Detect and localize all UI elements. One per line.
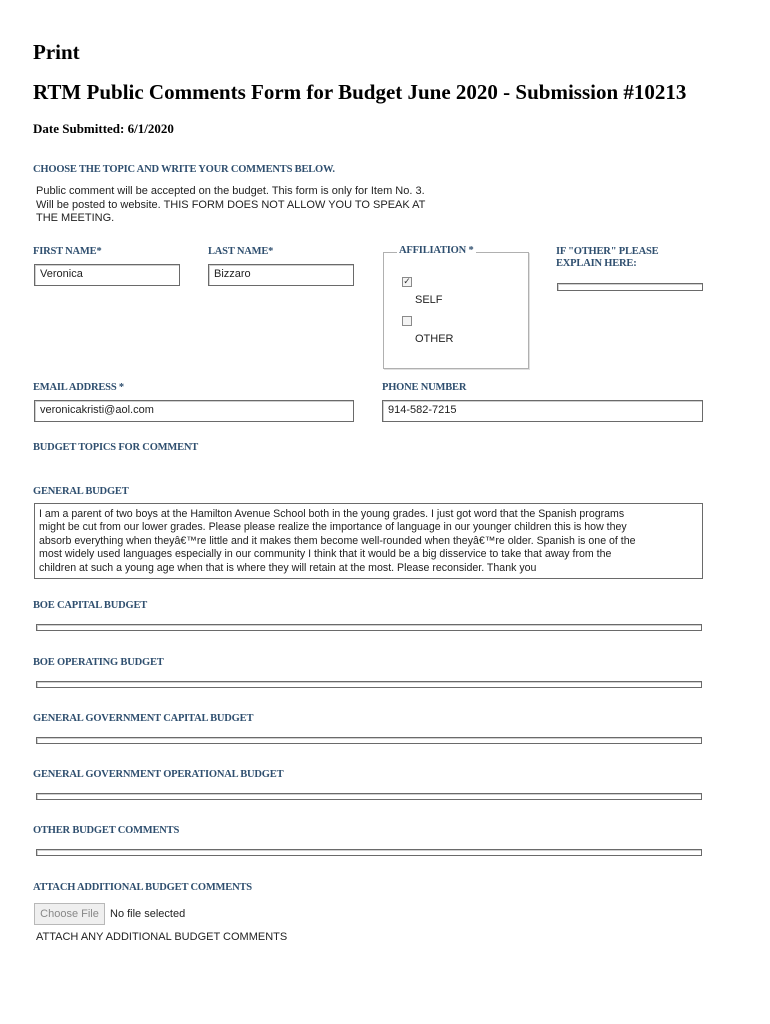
boe-capital-field[interactable] bbox=[36, 624, 702, 631]
first-name-label: FIRST NAME* bbox=[33, 246, 102, 257]
other-checkbox[interactable] bbox=[402, 316, 412, 326]
gg-capital-field[interactable] bbox=[36, 737, 702, 744]
boe-operating-field[interactable] bbox=[36, 681, 702, 688]
gg-capital-label: GENERAL GOVERNMENT CAPITAL BUDGET bbox=[33, 713, 254, 724]
affiliation-label: AFFILIATION * bbox=[399, 245, 474, 256]
boe-capital-label: BOE CAPITAL BUDGET bbox=[33, 600, 148, 611]
affiliation-group bbox=[383, 252, 529, 369]
other-explain-label bbox=[556, 246, 658, 269]
general-budget-textarea[interactable] bbox=[34, 503, 703, 579]
self-option-label: SELF bbox=[415, 294, 443, 306]
instructions-text bbox=[36, 185, 476, 226]
other-budget-field[interactable] bbox=[36, 849, 702, 856]
attach-label: ATTACH ADDITIONAL BUDGET COMMENTS bbox=[33, 882, 252, 893]
comment-line: might be cut from our lower grades. Please please realize the importance of language in our younger children this is how they bbox=[39, 521, 627, 534]
instructions-line: Public comment will be accepted on the budget. This form is only for Item No. 3. bbox=[36, 185, 425, 197]
phone-field[interactable]: 914-582-7215 bbox=[382, 400, 703, 422]
attach-note: ATTACH ANY ADDITIONAL BUDGET COMMENTS bbox=[36, 931, 288, 943]
last-name-field[interactable]: Bizzaro bbox=[208, 264, 354, 286]
instructions-line: Will be posted to website. THIS FORM DOES NOT ALLOW YOU TO SPEAK AT bbox=[36, 198, 426, 211]
budget-topics-heading: BUDGET TOPICS FOR COMMENT bbox=[33, 442, 199, 453]
choose-file-button[interactable]: Choose File bbox=[34, 903, 105, 925]
gg-operational-field[interactable] bbox=[36, 793, 702, 800]
first-name-field[interactable]: Veronica bbox=[34, 264, 180, 286]
general-budget-label: GENERAL BUDGET bbox=[33, 486, 129, 497]
comment-line: absorb everything when theyâ€™re little and it makes them become well-rounded when theyâ€™re older. Spanish is one of the bbox=[39, 534, 636, 547]
comment-line: most widely used languages especially in our community I think that it would be a big disservice to take that away from the bbox=[39, 548, 612, 561]
comment-line: children at such a young age when that is where they will retain at the most. Please reconsider. Thank you bbox=[39, 561, 537, 574]
other-explain-label-line: EXPLAIN HERE: bbox=[556, 258, 637, 269]
instructions-line: THE MEETING. bbox=[36, 212, 115, 224]
email-label: EMAIL ADDRESS * bbox=[33, 382, 124, 393]
other-budget-label: OTHER BUDGET COMMENTS bbox=[33, 825, 180, 836]
date-submitted: Date Submitted: 6/1/2020 bbox=[33, 121, 174, 136]
boe-operating-label: BOE OPERATING BUDGET bbox=[33, 657, 164, 668]
email-field[interactable]: veronicakristi@aol.com bbox=[34, 400, 354, 422]
phone-label: PHONE NUMBER bbox=[382, 382, 467, 393]
file-status: No file selected bbox=[110, 908, 186, 920]
other-explain-field[interactable] bbox=[557, 283, 703, 291]
self-checkbox[interactable]: ✓ bbox=[403, 277, 411, 287]
other-explain-label-line: IF "OTHER" PLEASE bbox=[556, 246, 659, 257]
comment-line: I am a parent of two boys at the Hamilton Avenue School both in the young grades. I just got word that the Spanish programs bbox=[39, 508, 625, 520]
gg-operational-label: GENERAL GOVERNMENT OPERATIONAL BUDGET bbox=[33, 769, 284, 780]
other-option-label: OTHER bbox=[415, 333, 454, 345]
page-title: RTM Public Comments Form for Budget June 2020 - Submission #10213 bbox=[33, 80, 687, 104]
last-name-label: LAST NAME* bbox=[208, 246, 274, 257]
instructions-heading: CHOOSE THE TOPIC AND WRITE YOUR COMMENTS BELOW. bbox=[33, 164, 335, 175]
print-link[interactable]: Print bbox=[33, 40, 80, 64]
